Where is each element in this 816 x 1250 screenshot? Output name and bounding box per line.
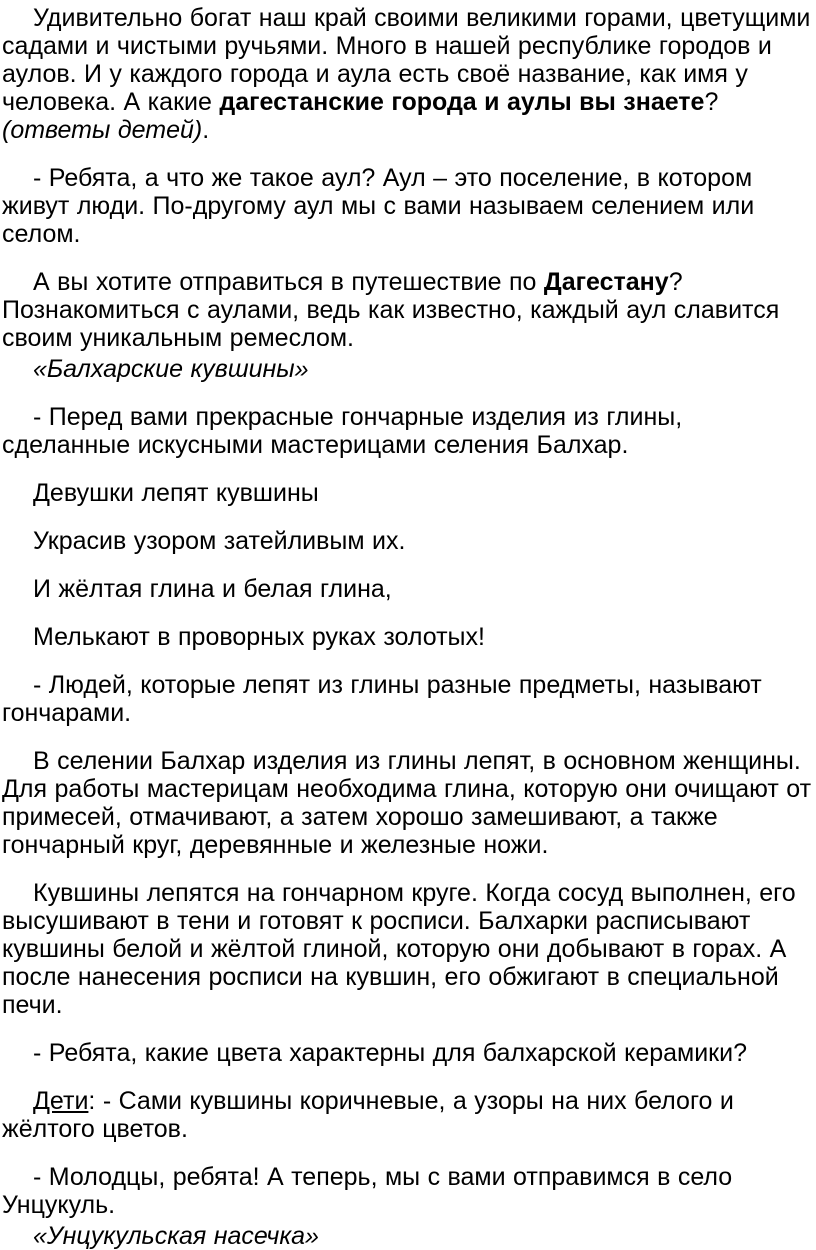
text-run: (ответы детей): [2, 116, 203, 144]
paragraph: [2, 1039, 813, 1067]
paragraph: [2, 1087, 813, 1143]
text-run: дагестанские города и аулы вы знаете: [219, 88, 705, 116]
text-run: Мелькают в проворных руках золотых!: [33, 623, 485, 651]
paragraph: [2, 479, 813, 507]
text-run: Кувшины лепятся на гончарном круге. Когда сосуд выполнен, его высушивают в тени и готовят к росписи. Балхарки расписывают кувшины белой и жёлтой глиной, которую они добывают в горах. А после нанесения росписи на кувшин, его обжигают в специальной печи.: [2, 879, 796, 1019]
text-run: Удивительно богат наш край своими великими горами, цветущими садами и чистыми ручьями. Много в нашей республике городов и аулов. И у каждого города и аула есть своё название, как имя у человека. А какие: [2, 4, 811, 116]
text-run: А вы хотите отправиться в путешествие по: [33, 268, 544, 296]
text-run: Дети: [33, 1087, 89, 1115]
paragraph: [2, 403, 813, 459]
text-run: Девушки лепят кувшины: [33, 479, 319, 507]
text-run: - Людей, которые лепят из глины разные предметы, называют гончарами.: [2, 671, 762, 727]
paragraph: [2, 623, 813, 651]
paragraph: [2, 1222, 813, 1250]
text-run: .: [202, 116, 210, 144]
text-run: И жёлтая глина и белая глина,: [33, 575, 392, 603]
paragraph: [2, 527, 813, 555]
paragraph: [2, 4, 813, 144]
paragraph: [2, 355, 813, 383]
text-run: - Ребята, а что же такое аул? Аул – это поселение, в котором живут люди. По-другому аул мы с вами называем селением или селом.: [2, 164, 755, 248]
paragraph: [2, 268, 813, 352]
text-run: Украсив узором затейливым их.: [33, 527, 406, 555]
paragraph: [2, 164, 813, 248]
text-run: «Унцукульская насечка»: [33, 1222, 319, 1250]
text-run: - Перед вами прекрасные гончарные изделия из глины, сделанные искусными мастерицами селения Балхар.: [2, 403, 683, 459]
text-run: «Балхарские кувшины»: [33, 355, 309, 383]
text-run: Дагестану: [543, 268, 669, 296]
text-run: - Ребята, какие цвета характерны для балхарской керамики?: [33, 1039, 747, 1067]
text-run: - Молодцы, ребята! А теперь, мы с вами отправимся в село Унцукуль.: [2, 1163, 733, 1219]
paragraph: [2, 879, 813, 1019]
text-run: ?: [704, 88, 719, 116]
text-run: В селении Балхар изделия из глины лепят, в основном женщины. Для работы мастерицам необходима глина, которую они очищают от примесей, отмачивают, а затем хорошо замешивают, а также гончарный круг, деревянные и железные ножи.: [2, 747, 812, 859]
paragraph: [2, 575, 813, 603]
text-run: ? Познакомиться с аулами, ведь как известно, каждый аул славится своим уникальным ремеслом.: [2, 268, 780, 352]
paragraph: [2, 747, 813, 859]
paragraph: [2, 671, 813, 727]
paragraph: [2, 1163, 813, 1219]
text-run: : - Сами кувшины коричневые, а узоры на них белого и жёлтого цветов.: [2, 1087, 734, 1143]
